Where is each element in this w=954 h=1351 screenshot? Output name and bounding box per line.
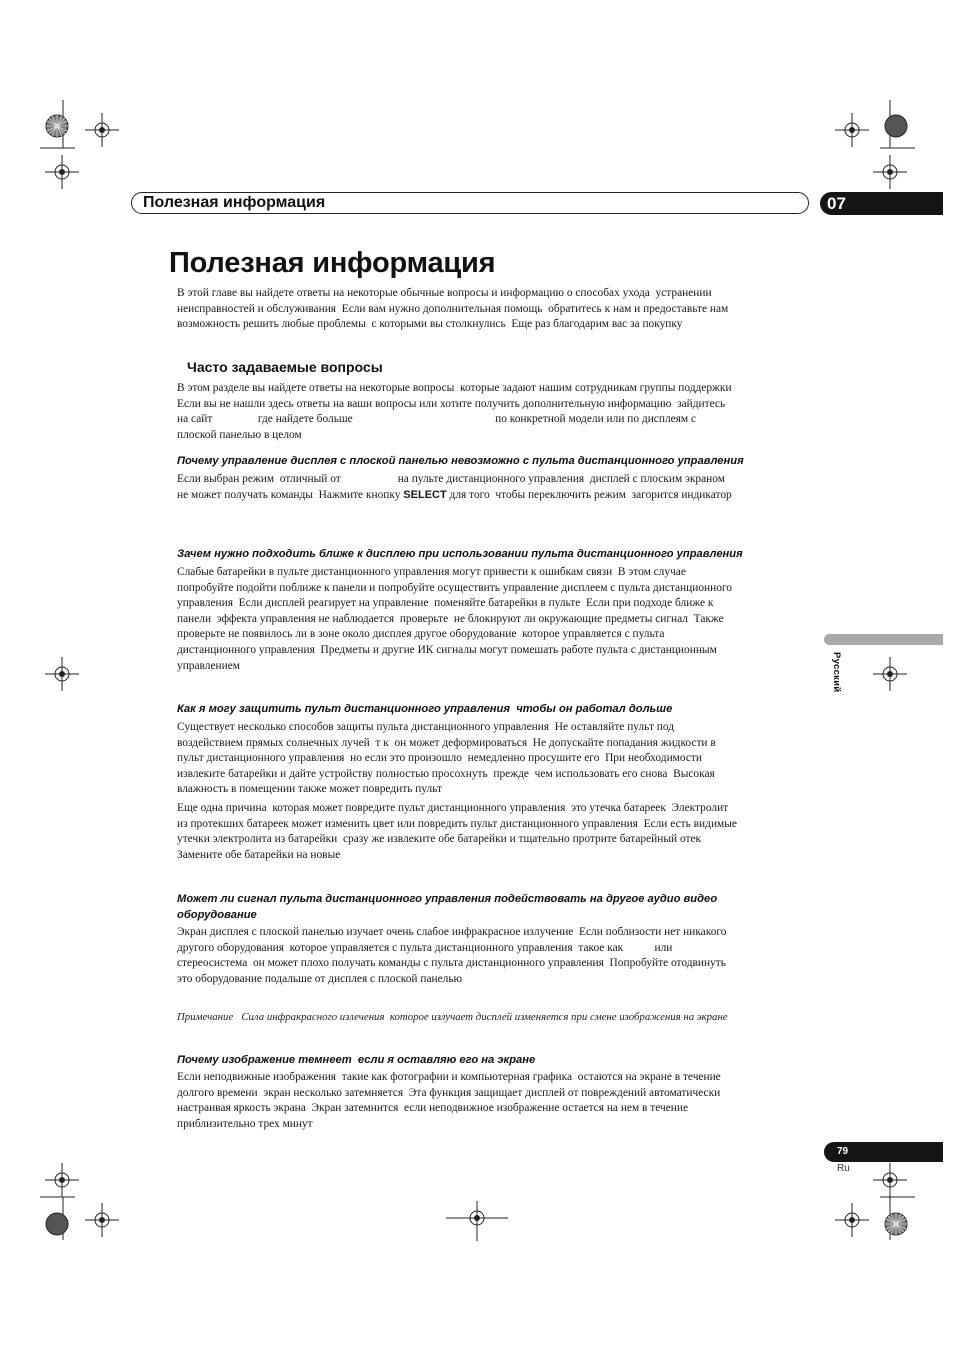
registration-mark-icon: [446, 1201, 508, 1241]
text-line: извлеките батарейки и дайте устройству полностью просохнуть прежде чем использовать его снова Высокая: [177, 767, 715, 780]
faq-question-5: [177, 1052, 817, 1068]
question-text: Почему изображение темнеет если я оставляю его на экране: [177, 1054, 536, 1066]
page-title: Полезная информация: [169, 247, 496, 279]
faq-intro-paragraph: [177, 381, 817, 443]
text-line: В этом разделе вы найдете ответы на некоторые вопросы которые задают нашим сотрудникам группы поддержки: [177, 382, 732, 394]
text-line: управлением: [177, 659, 240, 672]
text-line: приблизительно трех минут: [177, 1117, 313, 1130]
note-text: Примечание Сила инфракрасного излечения которое излучает дисплей изменяется при смене изображения на экране: [177, 1011, 728, 1023]
text-line: В этой главе вы найдете ответы на некоторые обычные вопросы и информацию о способах ухода устранении: [177, 287, 712, 299]
faq-question-4: [177, 891, 817, 923]
section-header-title: Полезная информация: [143, 194, 326, 211]
registration-mark-icon: [45, 1163, 79, 1197]
faq-answer-3a: [177, 720, 817, 798]
text-line: на сайт где найдете больше по конкретной модели или по дисплеям с: [177, 413, 697, 426]
color-target-icon: [884, 114, 908, 138]
registration-mark-icon: [85, 1203, 119, 1237]
language-label: Русский: [831, 652, 842, 693]
color-target-icon: [45, 1212, 69, 1236]
text-line: Еще одна причина которая может повредите пульт дистанционного управления это утечка батареек Электролит: [177, 802, 729, 814]
text-line: Если выбран режим отличный от на пульте дистанционного управления дисплей с плоским экраном: [177, 473, 725, 485]
text-line: другого оборудования которое управляется с пульта дистанционного управления такое как или: [177, 941, 673, 954]
text-line: возможность решить любые проблемы с которыми вы столкнулись Еще раз благодарим вас за покупку: [177, 318, 683, 331]
chapter-number: 07: [827, 194, 846, 213]
question-text: Почему управление дисплея с плоской панелью невозможно с пульта дистанционного управления: [177, 455, 744, 467]
answer-text: для того чтобы переключить режим загорится индикатор: [446, 488, 732, 501]
text-line: Если вы не нашли здесь ответы на ваши вопросы или хотите получить дополнительную информацию зайдитесь: [177, 397, 726, 410]
text-line: дистанционного управления Предметы и другие ИК сигналы могут помешать работе пульта с дистанционным: [177, 643, 717, 656]
text-line: попробуйте подойти поближе к панели и попробуйте осуществить управление дисплеем с пульта дистанционного: [177, 581, 733, 594]
color-target-icon: [45, 114, 69, 138]
question-text: оборудование: [177, 909, 257, 921]
faq-question-3: [177, 701, 817, 717]
faq-answer-1: [177, 472, 817, 503]
text-line: пульт дистанционного управления но если это произошло немедленно просушите его При необходимости: [177, 752, 702, 765]
select-button-label: SELECT: [403, 488, 447, 501]
registration-mark-icon: [835, 1203, 869, 1237]
text-line: Слабые батарейки в пульте дистанционного управления могут привести к ошибкам связи В этом случае: [177, 566, 686, 578]
text-line: это оборудование подальше от дисплея с плоской панелью: [177, 972, 463, 985]
faq-answer-4: [177, 925, 817, 987]
intro-paragraph: [177, 286, 817, 333]
text-line: влажность в помещении также может повредить пульт: [177, 783, 442, 796]
faq-heading: Часто задаваемые вопросы: [187, 359, 383, 375]
faq-question-2: [177, 546, 817, 562]
registration-mark-icon: [835, 113, 869, 147]
faq-answer-5: [177, 1070, 817, 1132]
text-line: воздействием прямых солнечных лучей т к он может деформироваться Не допускайте попадания жидкости в: [177, 736, 716, 749]
faq-question-1: [177, 453, 817, 469]
registration-mark-icon: [85, 113, 119, 147]
text-line: Если неподвижные изображения такие как фотографии и компьютерная графика остаются на экране в течение: [177, 1071, 721, 1083]
registration-mark-icon: [45, 657, 79, 691]
registration-mark-icon: [45, 155, 79, 189]
faq-answer-3b: [177, 801, 817, 863]
registration-mark-icon: [873, 657, 907, 691]
text-line: Экран дисплея с плоской панелью изучает очень слабое инфракрасное излучение Если поблизости нет никакого: [177, 926, 727, 938]
registration-mark-icon: [873, 155, 907, 189]
text-line: из протекших батареек может изменить цвет или повредить пульт дистанционного управления Если есть видимые: [177, 817, 737, 830]
answer-text: не может получать команды Нажмите кнопку: [177, 488, 404, 501]
color-target-icon: [884, 1212, 908, 1236]
faq-answer-2: [177, 565, 817, 674]
question-text: Зачем нужно подходить ближе к дисплею при использовании пульта дистанционного управления: [177, 548, 743, 560]
text-line: Существует несколько способов защиты пульта дистанционного управления Не оставляйте пульт под: [177, 721, 675, 733]
text-line: долгого времени экран несколько затемняется Эта функция защищает дисплей от повреждений автоматически: [177, 1086, 721, 1099]
text-line: настраивая яркость экрана Экран затемнится если неподвижное изображение остается на нем в течение: [177, 1102, 689, 1115]
text-line: стереосистема он может плохо получать команды с пульта дистанционного управления Попробуйте отодвинуть: [177, 957, 726, 970]
text-line: проверьте не появилось ли в зоне около дисплея другое оборудование которое управляется с пульта: [177, 628, 665, 641]
registration-mark-icon: [873, 1163, 907, 1197]
language-tab: [824, 634, 943, 645]
question-text: Как я могу защитить пульт дистанционного управления чтобы он работал дольше: [177, 703, 673, 715]
text-line: плоской панелью в целом: [177, 428, 302, 441]
text-line: [177, 488, 817, 504]
text-line: управления Если дисплей реагирует на управление поменяйте батарейки в пульте Если при подходе ближе к: [177, 597, 714, 610]
text-line: утечки электролита из батарейки сразу же извлеките обе батарейки и тщательно протрите батарейный отек: [177, 833, 702, 846]
text-line: неисправностей и обслуживания Если вам нужно дополнительная помощь обратитесь к нам и предоставьте нам: [177, 302, 729, 315]
question-text: Может ли сигнал пульта дистанционного управления подействовать на другое аудио видео: [177, 893, 718, 905]
page-language-code: Ru: [837, 1163, 850, 1174]
text-line: Замените обе батарейки на новые: [177, 848, 341, 861]
text-line: панели эффекта управления не наблюдается проверьте не блокируют ли окружающие предметы сигнал Также: [177, 612, 724, 625]
page-number: 79: [837, 1146, 849, 1157]
